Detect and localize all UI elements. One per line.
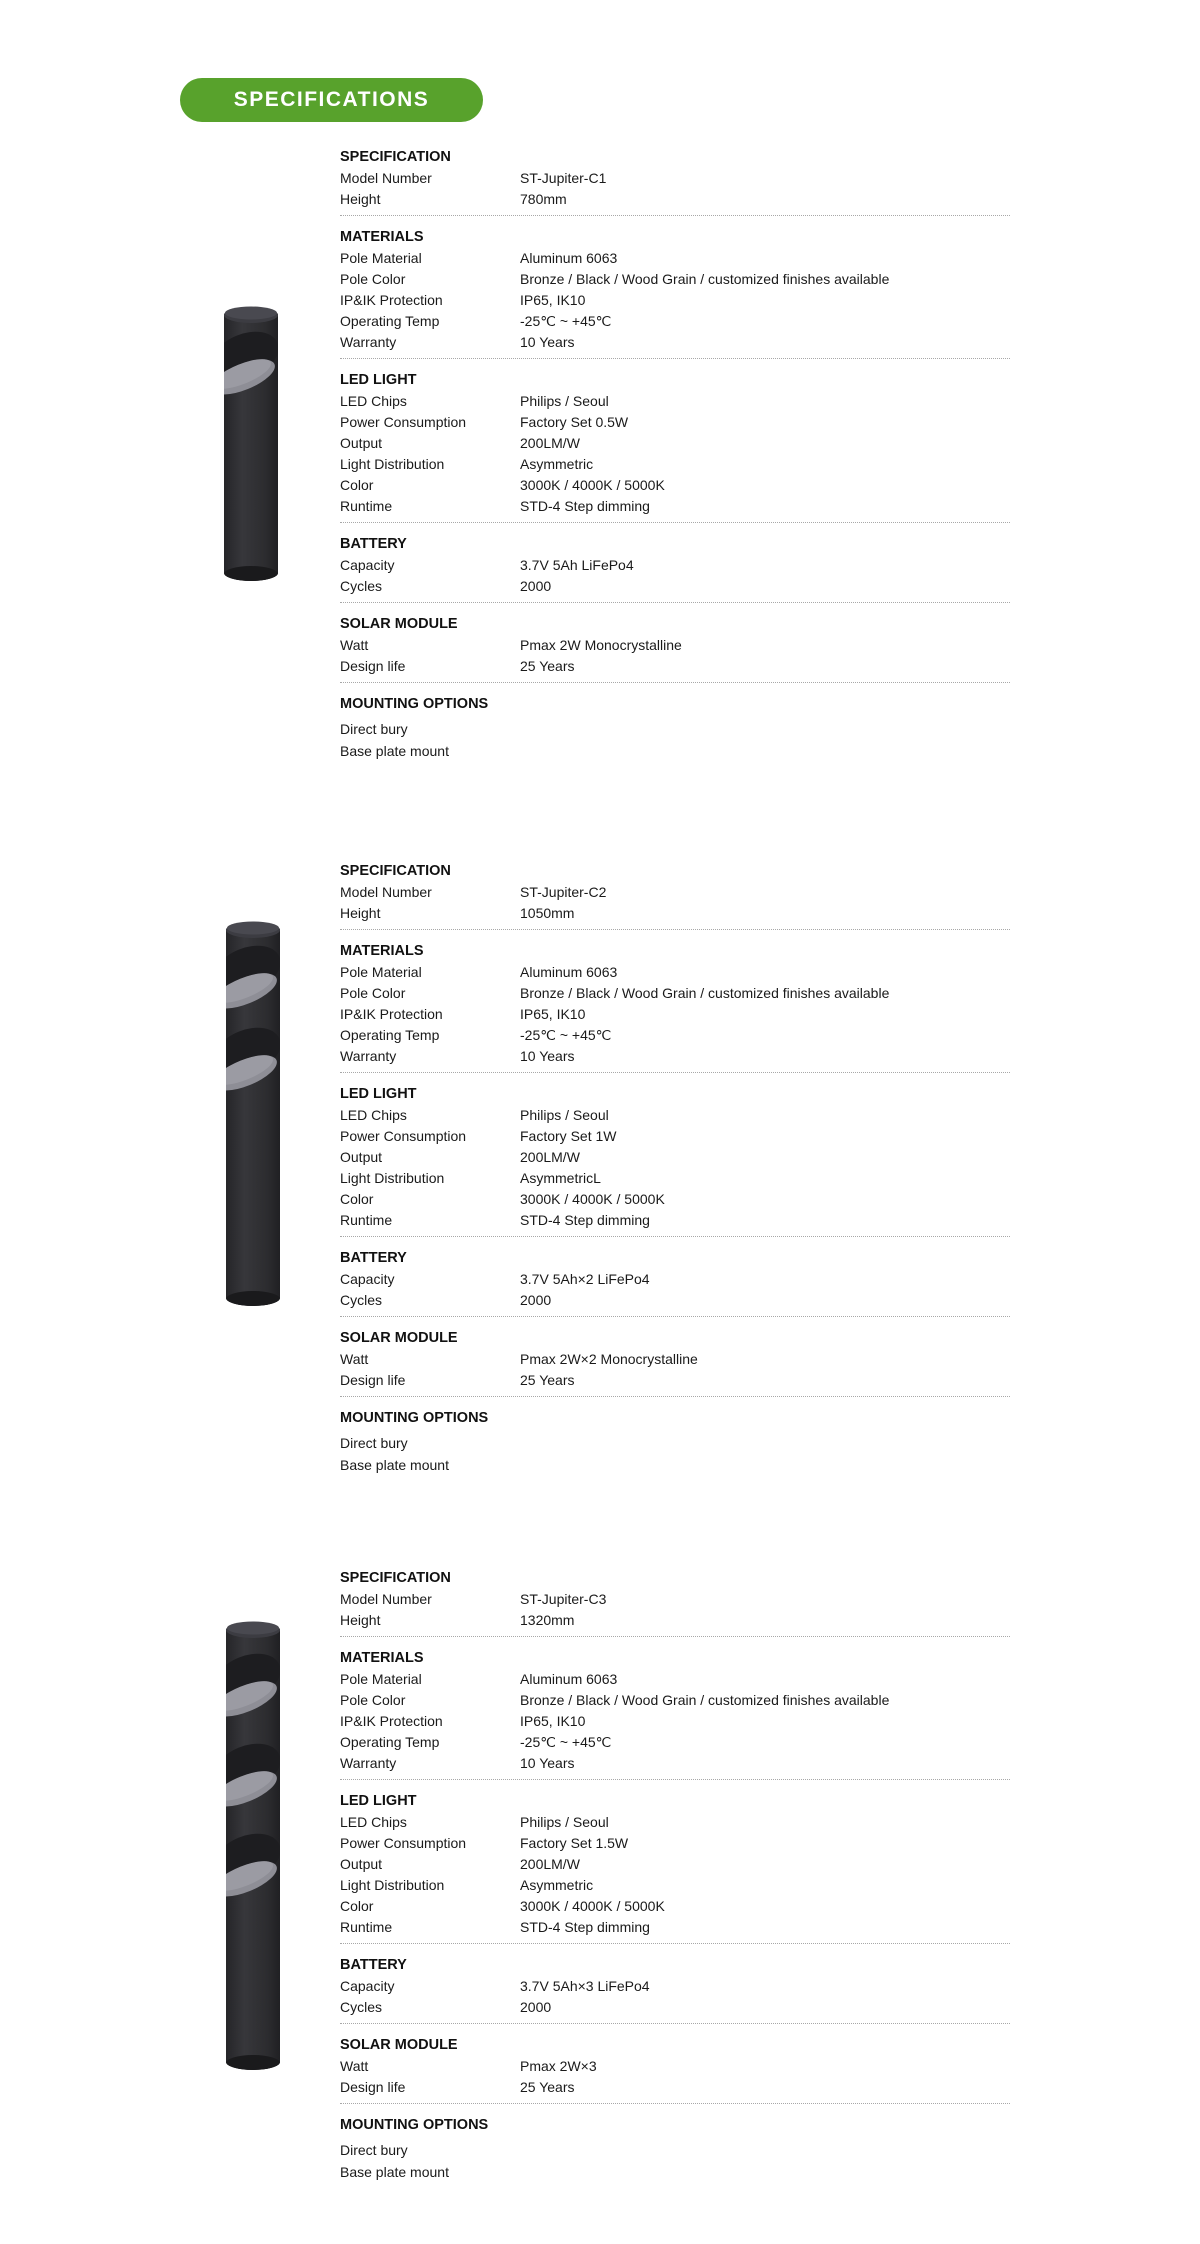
group-title-solar-module: SOLAR MODULE [340,616,458,632]
spec-row [340,1976,1010,1997]
spec-value: Asymmetric [520,1877,594,1893]
spec-label: Light Distribution [340,1170,445,1186]
spec-label: Design life [340,658,406,674]
spec-row [340,412,1010,433]
spec-value: 1320mm [520,1612,575,1628]
group-separator [340,2023,1010,2024]
spec-row [340,475,1010,496]
spec-label: LED Chips [340,1107,407,1123]
spec-value: 1050mm [520,905,575,921]
spec-row [340,656,1010,677]
spec-row [340,555,1010,576]
spec-value: AsymmetricL [520,1170,601,1186]
mounting-options-list [340,718,1010,762]
spec-row [340,454,1010,475]
mounting-option-line: Base plate mount [340,1457,449,1473]
group-title-led-light: LED LIGHT [340,1793,417,1809]
spec-row [340,1046,1010,1067]
spec-row [340,1370,1010,1391]
spec-value: 2000 [520,1999,552,2015]
bollard-light-image [222,305,280,583]
spec-label: Pole Material [340,1671,422,1687]
spec-value: 25 Years [520,2079,575,2095]
spec-label: LED Chips [340,393,407,409]
spec-row [340,1732,1010,1753]
group-separator [340,1316,1010,1317]
spec-label: Capacity [340,1271,395,1287]
spec-row [340,1610,1010,1631]
group-separator [340,215,1010,216]
mounting-option-line: Direct bury [340,721,408,737]
group-title-mounting-options: MOUNTING OPTIONS [340,2117,489,2133]
bollard-light-image [224,1620,282,2072]
group-title-battery: BATTERY [340,1250,407,1266]
group-title-battery: BATTERY [340,1957,407,1973]
spec-row [340,1210,1010,1231]
spec-row [340,1711,1010,1732]
spec-row [340,2077,1010,2098]
spec-value: 780mm [520,191,567,207]
spec-row [340,332,1010,353]
spec-label: Runtime [340,1212,393,1228]
spec-label: Color [340,1191,374,1207]
spec-label: Cycles [340,1999,383,2015]
spec-value: Pmax 2W×2 Monocrystalline [520,1351,698,1367]
spec-value: 10 Years [520,1048,575,1064]
spec-value: 25 Years [520,1372,575,1388]
spec-label: Pole Color [340,1692,406,1708]
spec-label: Light Distribution [340,456,445,472]
spec-label: Color [340,477,374,493]
spec-label: IP&IK Protection [340,1006,443,1022]
group-title-solar-module: SOLAR MODULE [340,2037,458,2053]
spec-value: Bronze / Black / Wood Grain / customized finishes available [520,271,890,287]
group-title-materials: MATERIALS [340,229,424,245]
spec-label: Watt [340,637,369,653]
spec-value: 3.7V 5Ah×3 LiFePo4 [520,1978,650,1994]
spec-row [340,1997,1010,2018]
spec-label: Output [340,435,383,451]
spec-row [340,962,1010,983]
spec-label: Power Consumption [340,1835,467,1851]
group-separator [340,1236,1010,1237]
spec-label: Light Distribution [340,1877,445,1893]
spec-value: Bronze / Black / Wood Grain / customized finishes available [520,985,890,1001]
specifications-badge: SPECIFICATIONS [180,78,483,122]
spec-label: Model Number [340,170,432,186]
spec-label: Capacity [340,557,395,573]
spec-row [340,1189,1010,1210]
spec-value: Bronze / Black / Wood Grain / customized finishes available [520,1692,890,1708]
spec-label: IP&IK Protection [340,292,443,308]
spec-row [340,391,1010,412]
spec-label: Watt [340,2058,369,2074]
group-separator [340,1943,1010,1944]
spec-value: STD-4 Step dimming [520,1919,650,1935]
spec-table [340,861,1010,1476]
mounting-option-line: Base plate mount [340,743,449,759]
spec-value: Philips / Seoul [520,393,609,409]
spec-row [340,1917,1010,1938]
spec-value: Aluminum 6063 [520,964,618,980]
spec-value: -25℃ ~ +45℃ [520,1027,612,1043]
spec-label: Warranty [340,1755,397,1771]
spec-value: -25℃ ~ +45℃ [520,313,612,329]
spec-value: STD-4 Step dimming [520,1212,650,1228]
group-title-led-light: LED LIGHT [340,372,417,388]
spec-value: 3000K / 4000K / 5000K [520,1191,665,1207]
spec-row [340,1290,1010,1311]
spec-table [340,1568,1010,2183]
spec-value: IP65, IK10 [520,292,586,308]
spec-value: Philips / Seoul [520,1814,609,1830]
spec-row [340,1589,1010,1610]
group-separator [340,1636,1010,1637]
spec-value: 200LM/W [520,435,580,451]
group-separator [340,1396,1010,1397]
spec-value: Pmax 2W×3 [520,2058,597,2074]
spec-row [340,2056,1010,2077]
spec-label: Pole Material [340,250,422,266]
spec-row [340,248,1010,269]
spec-value: 25 Years [520,658,575,674]
spec-row [340,189,1010,210]
spec-label: Color [340,1898,374,1914]
spec-row [340,882,1010,903]
group-title-specification: SPECIFICATION [340,149,451,165]
spec-row [340,1168,1010,1189]
spec-row [340,1269,1010,1290]
spec-value: Factory Set 0.5W [520,414,629,430]
spec-value: Aluminum 6063 [520,1671,618,1687]
spec-table [340,147,1010,762]
spec-row [340,1105,1010,1126]
group-title-battery: BATTERY [340,536,407,552]
mounting-option-line: Base plate mount [340,2164,449,2180]
spec-row [340,1690,1010,1711]
spec-label: LED Chips [340,1814,407,1830]
spec-value: ST-Jupiter-C2 [520,884,607,900]
group-title-mounting-options: MOUNTING OPTIONS [340,696,489,712]
group-separator [340,2103,1010,2104]
spec-label: Height [340,905,381,921]
spec-label: Pole Color [340,985,406,1001]
spec-value: STD-4 Step dimming [520,498,650,514]
spec-label: Design life [340,2079,406,2095]
spec-row [340,1025,1010,1046]
group-title-led-light: LED LIGHT [340,1086,417,1102]
spec-value: IP65, IK10 [520,1006,586,1022]
bollard-light-image [224,920,282,1308]
spec-value: ST-Jupiter-C3 [520,1591,607,1607]
spec-value: Aluminum 6063 [520,250,618,266]
spec-value: Asymmetric [520,456,594,472]
group-title-materials: MATERIALS [340,1650,424,1666]
spec-label: Output [340,1856,383,1872]
spec-label: Cycles [340,578,383,594]
spec-label: Model Number [340,884,432,900]
spec-row [340,1147,1010,1168]
spec-value: 3000K / 4000K / 5000K [520,1898,665,1914]
spec-value: Philips / Seoul [520,1107,609,1123]
group-title-specification: SPECIFICATION [340,1570,451,1586]
spec-label: IP&IK Protection [340,1713,443,1729]
group-separator [340,358,1010,359]
spec-row [340,1875,1010,1896]
group-separator [340,602,1010,603]
group-separator [340,1779,1010,1780]
spec-label: Cycles [340,1292,383,1308]
spec-value: 200LM/W [520,1149,580,1165]
group-separator [340,929,1010,930]
spec-row [340,311,1010,332]
group-title-mounting-options: MOUNTING OPTIONS [340,1410,489,1426]
spec-value: 2000 [520,578,552,594]
spec-row [340,1004,1010,1025]
mounting-option-line: Direct bury [340,1435,408,1451]
spec-value: IP65, IK10 [520,1713,586,1729]
spec-row [340,1349,1010,1370]
spec-label: Runtime [340,498,393,514]
spec-row [340,1812,1010,1833]
spec-row [340,983,1010,1004]
spec-value: ST-Jupiter-C1 [520,170,607,186]
spec-row [340,496,1010,517]
spec-label: Height [340,1612,381,1628]
spec-value: Factory Set 1W [520,1128,617,1144]
spec-value: 3.7V 5Ah×2 LiFePo4 [520,1271,650,1287]
spec-row [340,168,1010,189]
spec-label: Runtime [340,1919,393,1935]
group-separator [340,682,1010,683]
spec-value: 3.7V 5Ah LiFePo4 [520,557,634,573]
spec-value: 10 Years [520,1755,575,1771]
spec-value: 10 Years [520,334,575,350]
spec-value: 2000 [520,1292,552,1308]
spec-label: Warranty [340,334,397,350]
spec-label: Watt [340,1351,369,1367]
spec-label: Height [340,191,381,207]
spec-label: Operating Temp [340,1734,440,1750]
spec-row [340,903,1010,924]
spec-label: Operating Temp [340,313,440,329]
mounting-option-line: Direct bury [340,2142,408,2158]
spec-row [340,290,1010,311]
spec-row [340,269,1010,290]
spec-value: 200LM/W [520,1856,580,1872]
group-title-materials: MATERIALS [340,943,424,959]
spec-label: Capacity [340,1978,395,1994]
spec-row [340,433,1010,454]
spec-value: Pmax 2W Monocrystalline [520,637,682,653]
spec-row [340,635,1010,656]
spec-row [340,1126,1010,1147]
spec-row [340,1669,1010,1690]
group-separator [340,1072,1010,1073]
spec-label: Model Number [340,1591,432,1607]
spec-label: Power Consumption [340,414,467,430]
group-title-specification: SPECIFICATION [340,863,451,879]
spec-row [340,1753,1010,1774]
spec-label: Operating Temp [340,1027,440,1043]
spec-label: Output [340,1149,383,1165]
mounting-options-list [340,1432,1010,1476]
spec-label: Warranty [340,1048,397,1064]
spec-value: Factory Set 1.5W [520,1835,629,1851]
spec-label: Pole Color [340,271,406,287]
group-title-solar-module: SOLAR MODULE [340,1330,458,1346]
spec-value: 3000K / 4000K / 5000K [520,477,665,493]
spec-value: -25℃ ~ +45℃ [520,1734,612,1750]
mounting-options-list [340,2139,1010,2183]
spec-label: Design life [340,1372,406,1388]
spec-row [340,1833,1010,1854]
spec-label: Power Consumption [340,1128,467,1144]
group-separator [340,522,1010,523]
spec-row [340,1854,1010,1875]
spec-row [340,1896,1010,1917]
spec-row [340,576,1010,597]
spec-label: Pole Material [340,964,422,980]
